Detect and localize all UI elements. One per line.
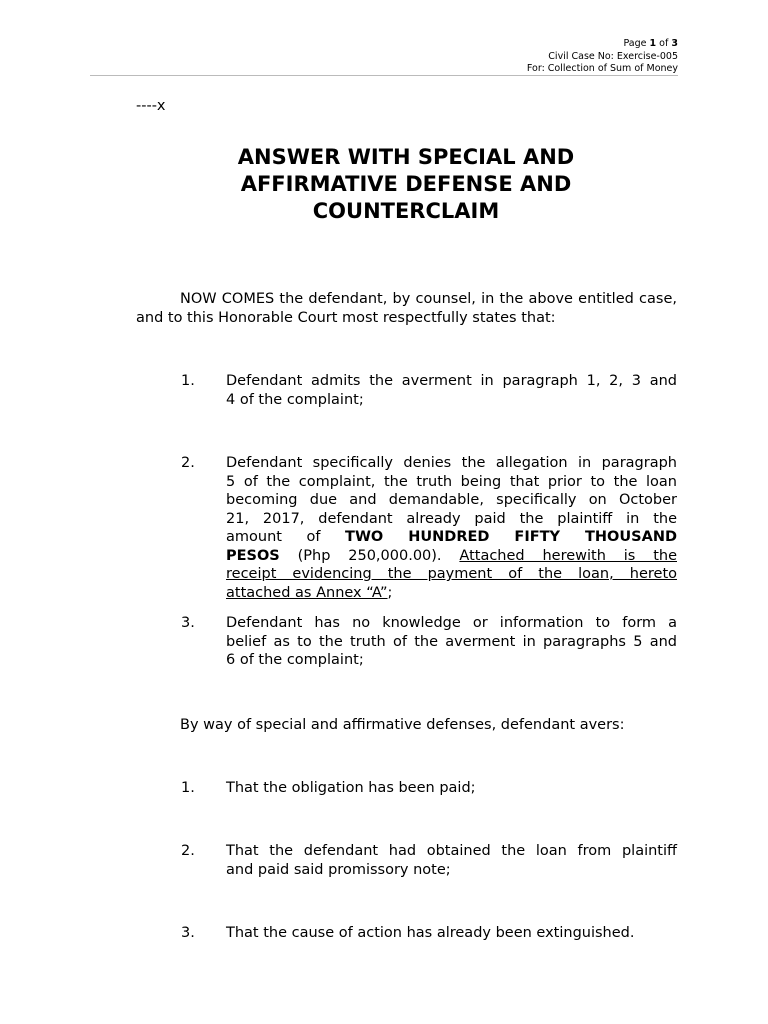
answer-item-text-line <box>226 584 677 603</box>
answer-item-1 <box>136 372 677 409</box>
answer-item-text-line: 21, 2017, defendant already paid the plaintiff in the <box>226 510 677 527</box>
defense-item-1 <box>136 779 677 798</box>
answer-item-text-line: Defendant has no knowledge or information to form a <box>226 615 677 631</box>
answer-item-text-line: becoming due and demandable, specifically on October <box>226 492 677 508</box>
answer-item-text-line: 4 of the complaint; <box>226 391 364 408</box>
title-line-1: ANSWER WITH SPECIAL AND <box>237 145 575 169</box>
defense-item-text-line: and paid said promissory note; <box>226 861 451 878</box>
attachment-note-cont: receipt evidencing the payment of the loan, hereto <box>226 566 677 582</box>
defense-item-number: 3. <box>181 925 195 941</box>
answer-item-text-line: Defendant specifically denies the allegation in paragraph <box>226 455 677 471</box>
answer-item-3 <box>136 614 677 670</box>
annex-reference: attached as Annex “A” <box>226 584 388 601</box>
page-number: 1 <box>649 38 657 49</box>
defense-item-2 <box>136 842 677 879</box>
amount-intro: amount of <box>226 529 321 545</box>
title-line-3: COUNTERCLAIM <box>312 199 500 223</box>
attachment-note: Attached herewith is the <box>459 547 677 564</box>
line-end-punctuation: ; <box>387 584 393 601</box>
page-header <box>527 38 678 76</box>
answer-item-number: 3. <box>181 615 195 631</box>
defenses-lead-paragraph: By way of special and affirmative defenses, defendant avers: <box>180 717 625 733</box>
defense-item-number: 1. <box>181 780 195 796</box>
answer-item-text-line <box>226 528 677 547</box>
amount-figure: (Php 250,000.00). <box>297 547 442 564</box>
defense-item-text-line: That the obligation has been paid; <box>226 780 476 796</box>
caption-end-marker: ----x <box>136 98 166 114</box>
header-divider <box>90 75 678 76</box>
title-line-2: AFFIRMATIVE DEFENSE AND <box>240 172 572 196</box>
answer-item-text-line: 6 of the complaint; <box>226 652 364 668</box>
answer-item-text-line: Defendant admits the averment in paragraph 1, 2, 3 and <box>226 373 677 389</box>
answer-item-text-line: 5 of the complaint, the truth being that prior to the loan <box>226 473 677 490</box>
page-of-word: of <box>659 38 669 49</box>
defense-item-number: 2. <box>181 843 195 859</box>
amount-in-words-end: PESOS <box>226 547 280 564</box>
defense-item-text-line: That the cause of action has already been extinguished. <box>226 925 635 941</box>
document-title <box>136 144 676 225</box>
page-word: Page <box>623 38 647 49</box>
amount-in-words: TWO HUNDRED FIFTY THOUSAND <box>345 529 677 545</box>
page-number-line <box>527 38 678 51</box>
answer-item-number: 2. <box>181 455 195 471</box>
case-subject: For: Collection of Sum of Money <box>526 63 678 74</box>
page-total: 3 <box>671 38 678 49</box>
answer-item-text-line: belief as to the truth of the averment in paragraphs 5 and <box>226 633 677 650</box>
answer-item-text-line <box>226 565 677 584</box>
case-number: Civil Case No: Exercise-005 <box>548 50 678 62</box>
defense-item-text-line: That the defendant had obtained the loan from plaintiff <box>226 843 677 859</box>
answer-item-2 <box>136 454 677 602</box>
intro-paragraph: NOW COMES the defendant, by counsel, in the above entitled case, and to this Honorable Court most respectfully states that: <box>136 291 677 326</box>
defense-item-3 <box>136 924 677 943</box>
answer-item-text-line <box>226 547 677 566</box>
answer-item-number: 1. <box>181 373 195 389</box>
